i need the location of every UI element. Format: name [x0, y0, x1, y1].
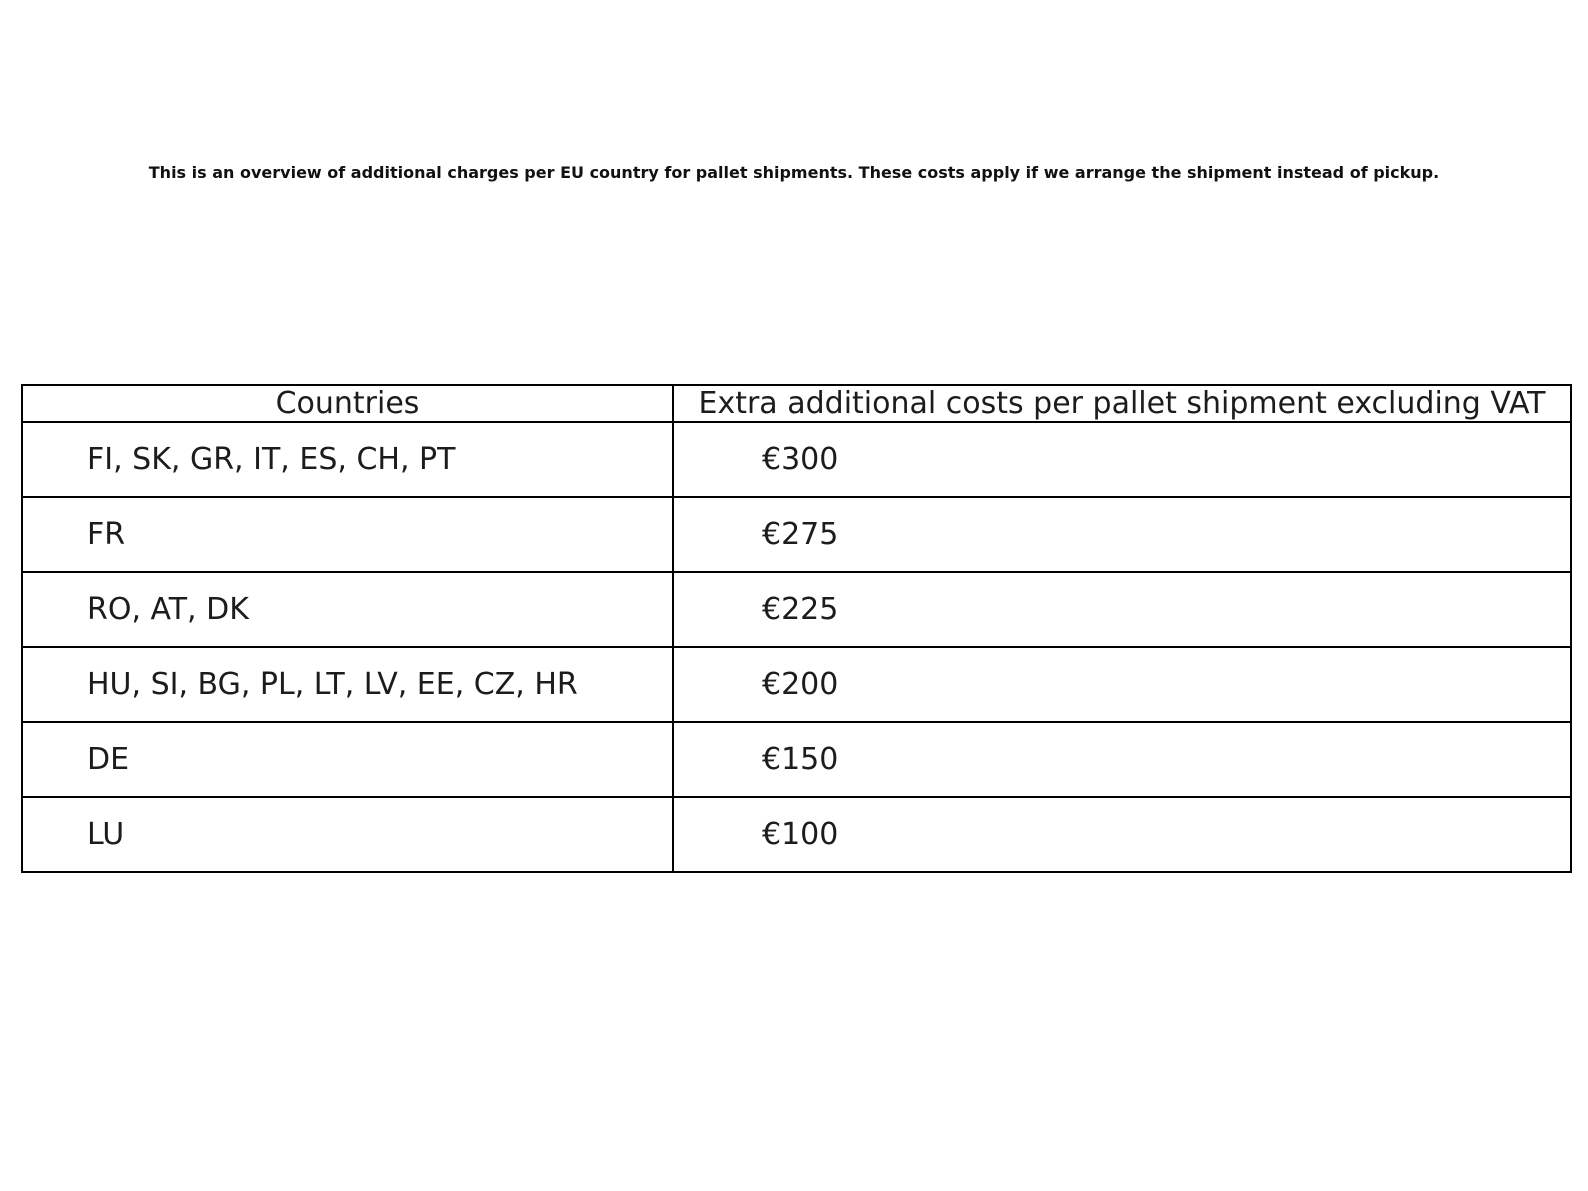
countries-cell: LU: [22, 797, 673, 872]
column-header-extra-costs: Extra additional costs per pallet shipment excluding VAT: [673, 385, 1571, 422]
table-row: [22, 572, 1571, 647]
countries-cell: FR: [22, 497, 673, 572]
countries-cell: RO, AT, DK: [22, 572, 673, 647]
countries-cell: DE: [22, 722, 673, 797]
cost-cell: €300: [673, 422, 1571, 497]
cost-cell: €225: [673, 572, 1571, 647]
column-header-countries: Countries: [22, 385, 673, 422]
cost-cell: €100: [673, 797, 1571, 872]
table-header-row: [22, 385, 1571, 422]
table-row: [22, 797, 1571, 872]
table-row: [22, 497, 1571, 572]
table-row: [22, 422, 1571, 497]
table-row: [22, 647, 1571, 722]
cost-cell: €150: [673, 722, 1571, 797]
cost-cell: €200: [673, 647, 1571, 722]
cost-cell: €275: [673, 497, 1571, 572]
countries-cell: HU, SI, BG, PL, LT, LV, EE, CZ, HR: [22, 647, 673, 722]
charges-table: [21, 384, 1572, 873]
table-row: [22, 722, 1571, 797]
countries-cell: FI, SK, GR, IT, ES, CH, PT: [22, 422, 673, 497]
intro-text: This is an overview of additional charges per EU country for pallet shipments. These costs apply if we arrange the shipment instead of pickup.: [148, 163, 1440, 182]
